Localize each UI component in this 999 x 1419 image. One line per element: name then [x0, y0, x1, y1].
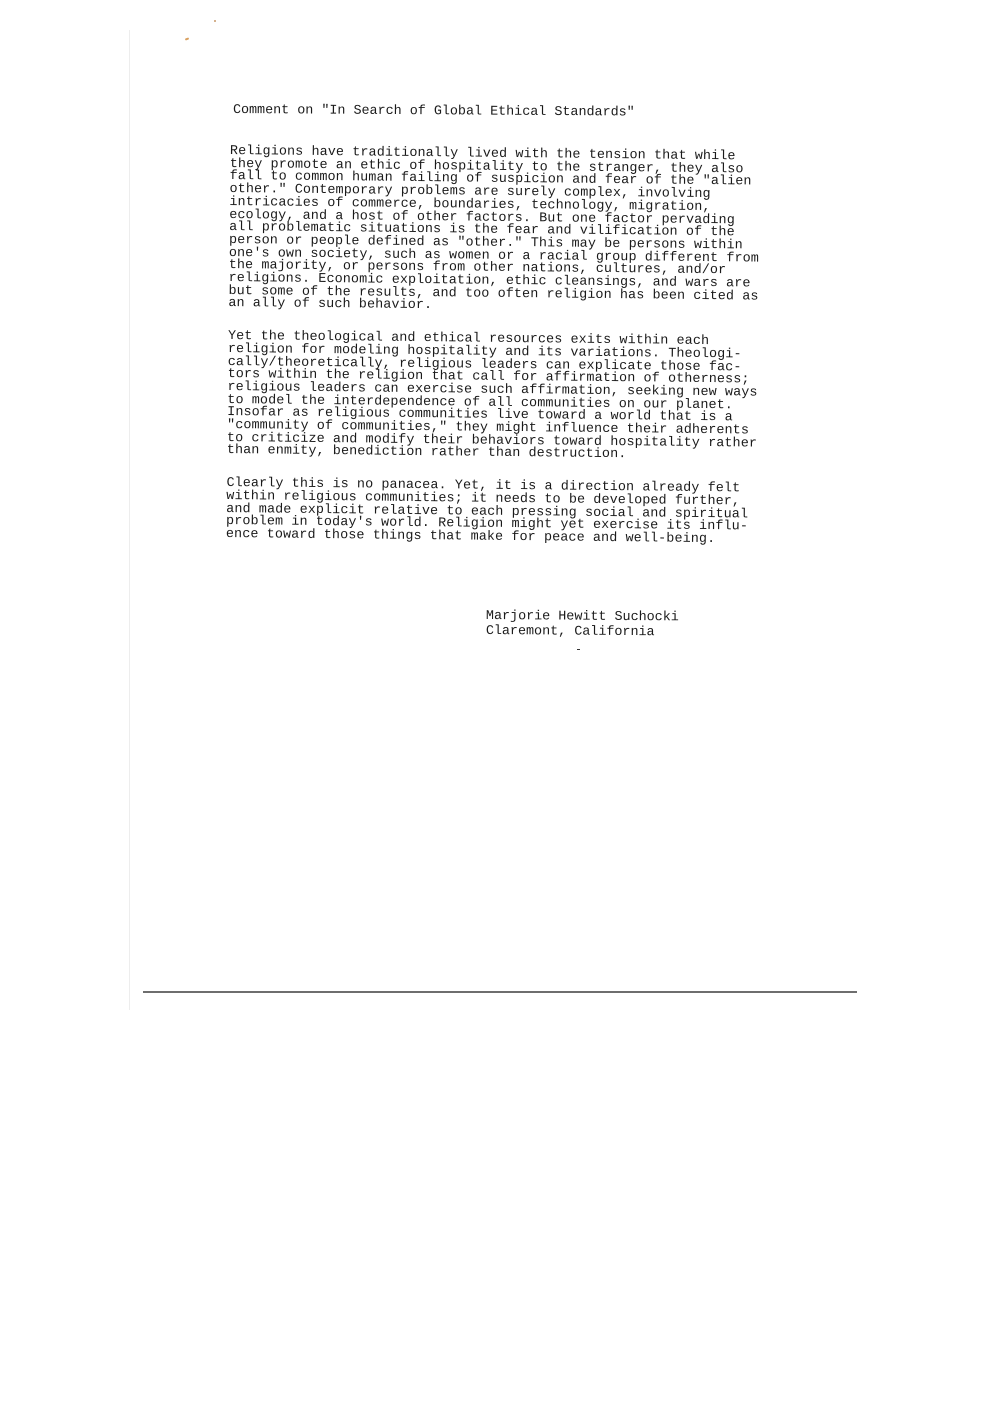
document-title: Comment on "In Search of Global Ethical Standards": [232, 103, 635, 121]
paragraph-1: Religions have traditionally lived with the tension that while they promote an ethic of hospitality to the stranger, they also fall to common human failing of suspicion and fear of the "alien other." Contemporary problems are surely complex, involving intricacies of commerce, boundaries, technology, migration, ecology, and a host of other factors. But one factor pervading all problematic situations is the fear and vilification of the person or people defined as "other." This may be persons within one's own society, such as women or a racial group different from the majority, or persons from other nations, cultures, and/or religions. Economic exploitation, ethic cleansings, and wars are but some of the results, and too often religion has been cited as an ally of such behavior.: [228, 144, 760, 314]
document-body: [226, 146, 798, 568]
author-location: Claremont, California: [485, 623, 655, 641]
paragraph-3: Clearly this is no panacea. Yet, it is a direction already felt within religious communities; it needs to be developed further, and made explicit relative to each pressing social and spiritual problem in today's world. Religion might yet exercise its influ- ence toward those things that make for peace and well-being.: [225, 476, 749, 548]
page-bottom-rule: [143, 991, 857, 993]
scan-speck: [185, 37, 189, 40]
paragraph-2: Yet the theological and ethical resources exits within each religion for modeling hospitality and its variations. Theologi- cally/theoretically, religious leaders can explicate those fac- tors within the religion that call for affirmation of otherness; religious leaders can exercise such affirmation, seeking new ways to model the interdependence of all communities on our planet. Insofar as religious communities live toward a world that is a "community of communities," they might influence their adherents to criticize and modify their behaviors toward hospitality rather than enmity, benediction rather than destruction.: [226, 329, 758, 463]
signature-block: [486, 609, 746, 641]
author-name: Marjorie Hewitt Suchocki: [485, 609, 679, 626]
stray-mark: [577, 649, 580, 650]
scan-edge-shadow: [129, 30, 130, 1010]
scan-speck: [214, 20, 216, 22]
